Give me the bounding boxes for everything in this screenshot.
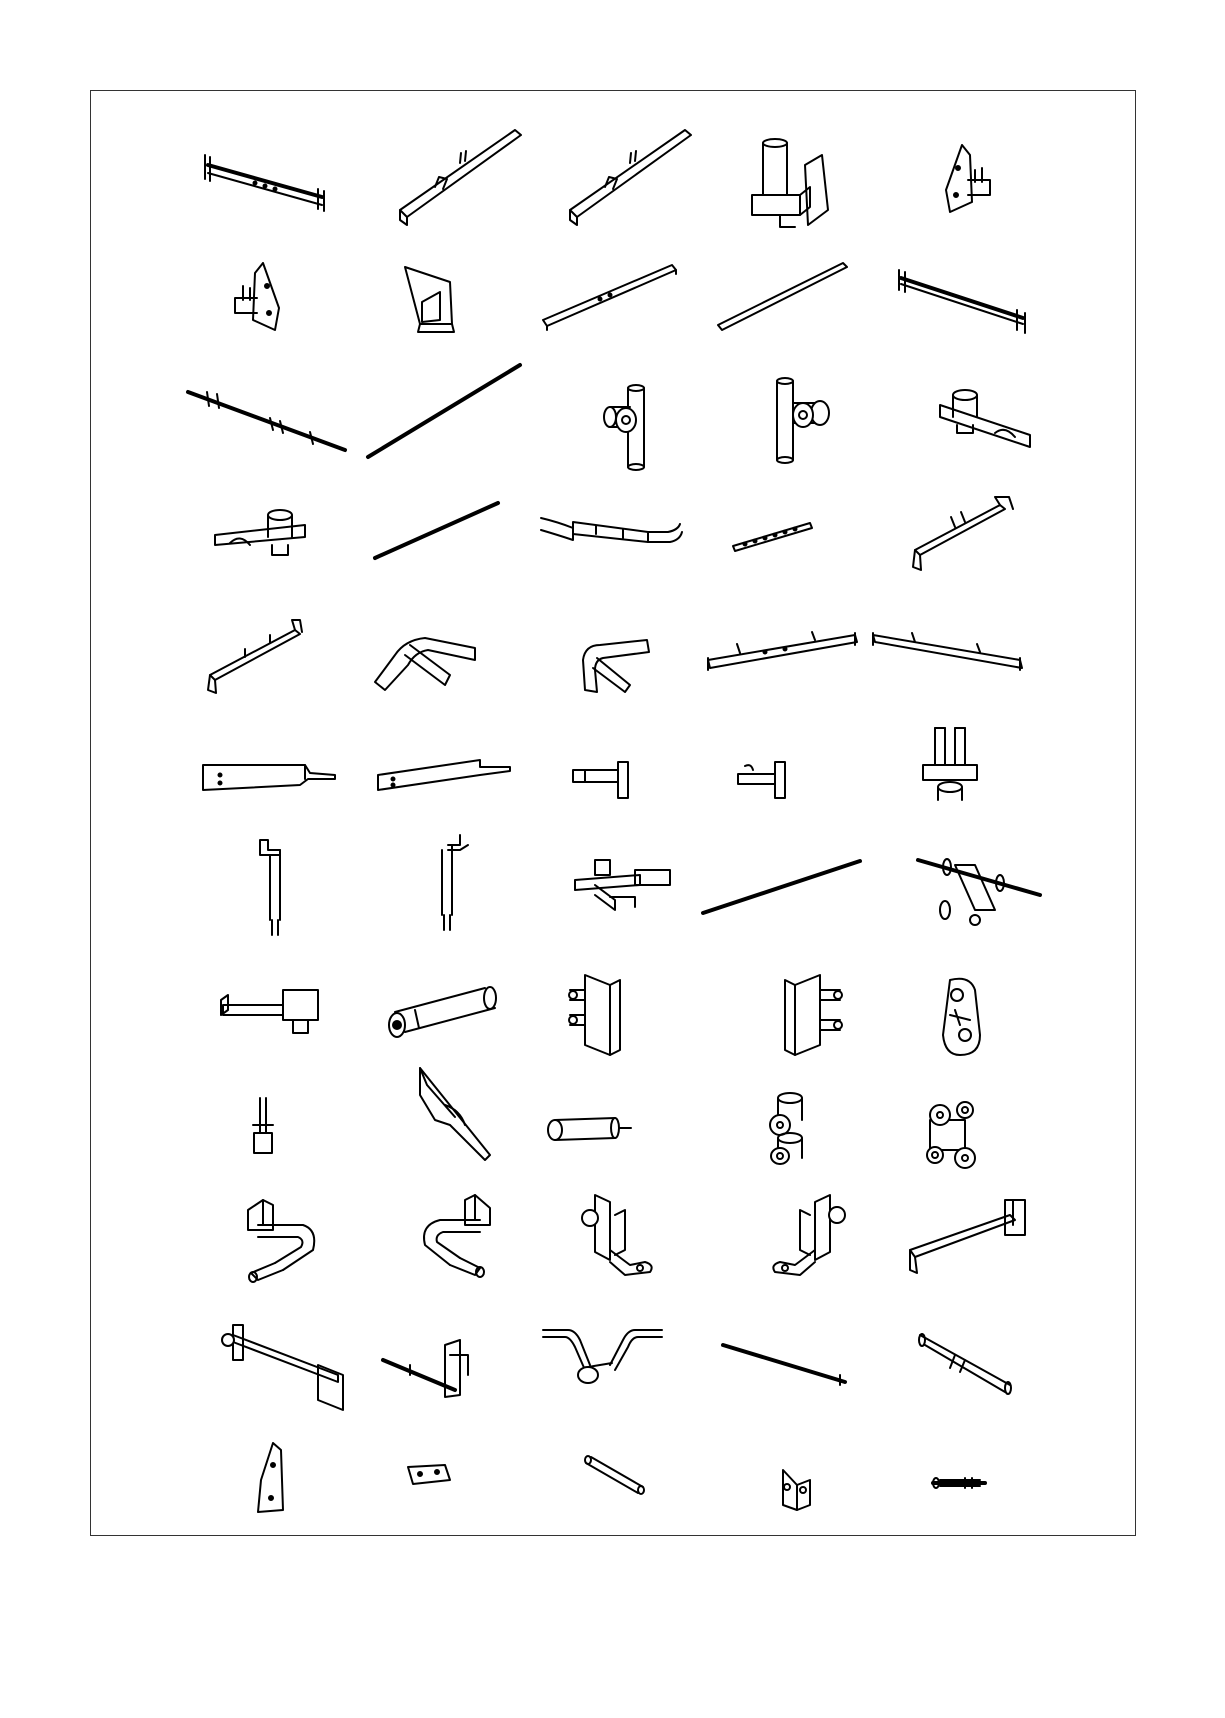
base-frame-bracket-icon [570,855,675,915]
flat-plate-with-tab-icon [570,760,640,800]
gusset-plate-with-clevis-icon [225,258,285,333]
channel-beam-with-bracket-icon [905,1195,1035,1275]
upright-post-sleeve-bracket-icon [750,135,830,230]
rod-with-bracket-icon [380,1335,470,1400]
channel-bracket-with-tabs-icon [565,970,630,1060]
flat-bar-with-holes-icon [540,262,680,332]
post-bracket-assembly-icon [575,1190,660,1280]
channel-bracket-with-tabs-icon [780,970,845,1060]
folded-bracket-plate-icon [400,262,460,334]
cylinder-pin-icon [545,1110,635,1150]
thin-rod-icon [720,1340,850,1385]
angled-frame-bar-icon [905,495,1015,575]
angled-plate-icon [415,1065,495,1165]
gusset-plate-with-clevis-icon [940,140,1000,215]
sleeve-with-flat-arm-icon [210,505,310,570]
bent-tube-handle-icon [575,630,655,695]
pulley-bracket-icon [920,1100,980,1170]
long-frame-bar-with-tabs-icon [705,630,860,675]
l-shaped-post-icon [250,835,290,940]
short-tube-icon [583,1455,648,1500]
angle-bracket-bar-icon [200,755,340,795]
angle-bracket-bar-icon [375,755,515,795]
long-frame-bar-with-end-plates-icon [200,145,330,215]
cam-plate-icon [935,975,985,1060]
bent-tube-handle-icon [370,610,485,690]
bolt-icon [930,1473,990,1493]
tee-tube-with-roller-icon [600,382,660,472]
small-gusset-plate-icon [253,1440,288,1515]
tube-sleeve-icon [385,980,500,1040]
angled-frame-bar-icon [200,615,310,695]
long-frame-bar-with-tabs-icon [870,630,1025,675]
long-rod-icon [700,858,865,918]
l-shaped-post-icon [430,830,475,935]
square-tube-with-bracket-icon [565,125,695,225]
small-flat-plate-icon [405,1462,455,1487]
curl-bar-icon [540,1325,665,1390]
axle-with-rollers-icon [915,855,1045,925]
curved-arm-with-bracket-icon [415,1190,495,1285]
flat-bar-icon [715,260,850,335]
flat-plate-with-tab-icon [735,760,795,800]
perforated-strip-icon [730,518,815,553]
double-clevis-post-icon [920,725,980,805]
post-bracket-assembly-icon [765,1190,850,1280]
threaded-rod-with-nuts-icon [185,380,350,455]
long-rod-icon [372,500,502,562]
long-rod-icon [365,362,525,460]
foam-roller-pair-icon [765,1090,815,1165]
curved-arm-with-bracket-icon [243,1195,323,1285]
channel-beam-with-bracket-icon [218,1320,348,1415]
long-frame-bar-with-end-plates-icon [895,268,1030,333]
sleeve-with-flat-arm-icon [935,385,1035,450]
handle-bar-icon [915,1330,1015,1395]
small-clevis-bracket-icon [775,1465,815,1515]
tee-tube-with-roller-icon [765,375,835,465]
pin-with-knob-icon [248,1095,278,1155]
curved-handle-bar-icon [538,510,683,555]
square-tube-with-bracket-icon [395,125,525,225]
tube-with-end-plate-icon [218,985,323,1035]
